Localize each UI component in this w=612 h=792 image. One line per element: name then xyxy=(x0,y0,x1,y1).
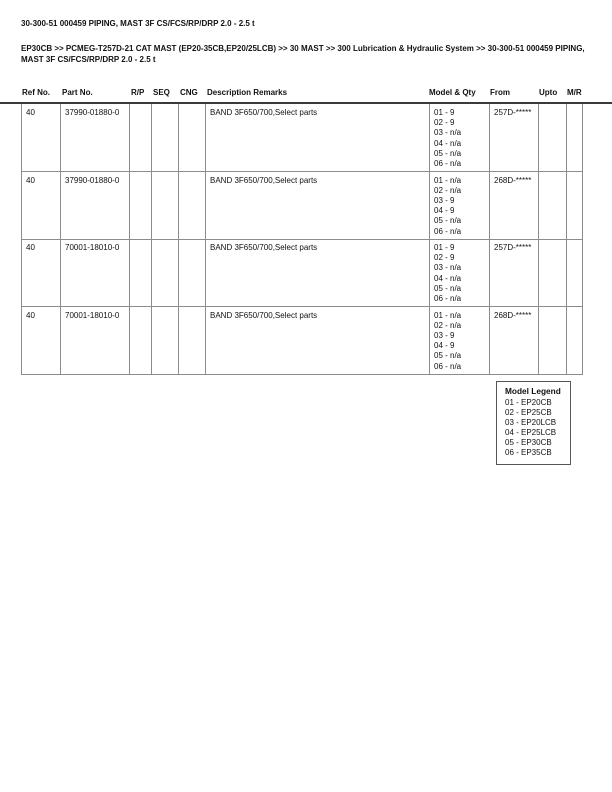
header-model-qty: Model & Qty xyxy=(429,88,476,97)
model-qty-line: 01 - n/a xyxy=(434,175,462,185)
model-qty-line: 05 - n/a xyxy=(434,216,462,226)
model-qty-line: 01 - 9 xyxy=(434,243,455,252)
cell-seq xyxy=(151,307,178,374)
cell-cng xyxy=(178,239,205,306)
cell-description: BAND 3F650/700,Select parts xyxy=(205,104,429,171)
model-qty-line: 05 - n/a xyxy=(434,351,462,361)
cell-seq xyxy=(151,172,178,239)
cell-ref-no: 40 xyxy=(21,307,60,374)
legend-item: 05 - EP30CB xyxy=(505,438,552,447)
model-qty-line: 03 - n/a xyxy=(434,128,462,138)
model-qty-line: 06 - n/a xyxy=(434,294,462,304)
legend-item: 04 - EP25LCB xyxy=(505,428,557,437)
model-qty-line: 02 - 9 xyxy=(434,253,455,263)
model-qty-line: 06 - n/a xyxy=(434,361,462,371)
model-qty-line: 02 - n/a xyxy=(434,320,462,330)
model-qty-line: 03 - n/a xyxy=(434,263,462,273)
header-description: Description Remarks xyxy=(207,88,288,97)
model-qty-line: 04 - 9 xyxy=(434,206,455,216)
cell-ref-no: 40 xyxy=(21,239,60,306)
cell-from: 268D-***** xyxy=(489,172,538,239)
legend-item: 03 - EP20LCB xyxy=(505,418,557,427)
model-qty-line: 04 - n/a xyxy=(434,138,462,148)
model-qty-line: 02 - n/a xyxy=(434,185,462,195)
cell-mr xyxy=(566,172,583,239)
cell-part-no: 70001-18010-0 xyxy=(60,307,129,374)
cell-ref-no: 40 xyxy=(21,172,60,239)
cell-cng xyxy=(178,172,205,239)
model-qty-line: 06 - n/a xyxy=(434,226,462,236)
header-cng: CNG xyxy=(180,88,198,97)
cell-seq xyxy=(151,239,178,306)
cell-upto xyxy=(538,307,566,374)
model-qty-line: 01 - 9 xyxy=(434,108,455,117)
legend-item: 01 - EP20CB xyxy=(505,398,552,407)
cell-description: BAND 3F650/700,Select parts xyxy=(205,307,429,374)
cell-rp xyxy=(129,307,151,374)
model-qty-line: 05 - n/a xyxy=(434,283,462,293)
cell-model-qty xyxy=(429,104,489,171)
legend-item: 06 - EP35CB xyxy=(505,448,552,457)
header-rp: R/P xyxy=(131,88,145,97)
model-qty-line: 04 - 9 xyxy=(434,341,455,351)
cell-from: 257D-***** xyxy=(489,239,538,306)
header-part-no: Part No. xyxy=(62,88,93,97)
header-mr: M/R xyxy=(567,88,582,97)
cell-model-qty xyxy=(429,239,489,306)
model-qty-line: 02 - 9 xyxy=(434,118,455,128)
cell-part-no: 37990-01880-0 xyxy=(60,104,129,171)
model-qty-line: 04 - n/a xyxy=(434,273,462,283)
model-qty-line: 06 - n/a xyxy=(434,159,462,169)
cell-upto xyxy=(538,239,566,306)
table-row xyxy=(21,239,583,307)
cell-description: BAND 3F650/700,Select parts xyxy=(205,239,429,306)
table-row xyxy=(21,104,583,172)
cell-upto xyxy=(538,172,566,239)
header-ref-no: Ref No. xyxy=(22,88,50,97)
header-seq: SEQ xyxy=(153,88,170,97)
cell-cng xyxy=(178,307,205,374)
page-title: 30-300-51 000459 PIPING, MAST 3F CS/FCS/RP/DRP 2.0 - 2.5 t xyxy=(21,19,255,28)
cell-part-no: 70001-18010-0 xyxy=(60,239,129,306)
cell-rp xyxy=(129,239,151,306)
model-qty-line: 05 - n/a xyxy=(434,148,462,158)
legend-item: 02 - EP25CB xyxy=(505,408,552,417)
header-from: From xyxy=(490,88,510,97)
model-qty-line: 03 - 9 xyxy=(434,330,455,340)
model-qty-line: 03 - 9 xyxy=(434,195,455,205)
cell-seq xyxy=(151,104,178,171)
table-row xyxy=(21,307,583,375)
table-row xyxy=(21,172,583,240)
model-qty-line: 01 - n/a xyxy=(434,310,462,320)
header-upto: Upto xyxy=(539,88,558,97)
breadcrumb: EP30CB >> PCMEG-T257D-21 CAT MAST (EP20-35CB,EP20/25LCB) >> 30 MAST >> 300 Lubrication & Hydraulic System >> 30-300-51 000459 PIPING, MAST 3F CS/FCS/RP/DRP 2.0 - 2.5 t xyxy=(21,44,585,64)
cell-mr xyxy=(566,104,583,171)
cell-cng xyxy=(178,104,205,171)
cell-rp xyxy=(129,172,151,239)
legend-title: Model Legend xyxy=(505,386,561,396)
cell-model-qty xyxy=(429,307,489,374)
cell-ref-no: 40 xyxy=(21,104,60,171)
cell-upto xyxy=(538,104,566,171)
cell-part-no: 37990-01880-0 xyxy=(60,172,129,239)
cell-description: BAND 3F650/700,Select parts xyxy=(205,172,429,239)
cell-mr xyxy=(566,307,583,374)
cell-from: 257D-***** xyxy=(489,104,538,171)
cell-from: 268D-***** xyxy=(489,307,538,374)
cell-rp xyxy=(129,104,151,171)
cell-mr xyxy=(566,239,583,306)
model-legend xyxy=(496,381,571,465)
cell-model-qty xyxy=(429,172,489,239)
